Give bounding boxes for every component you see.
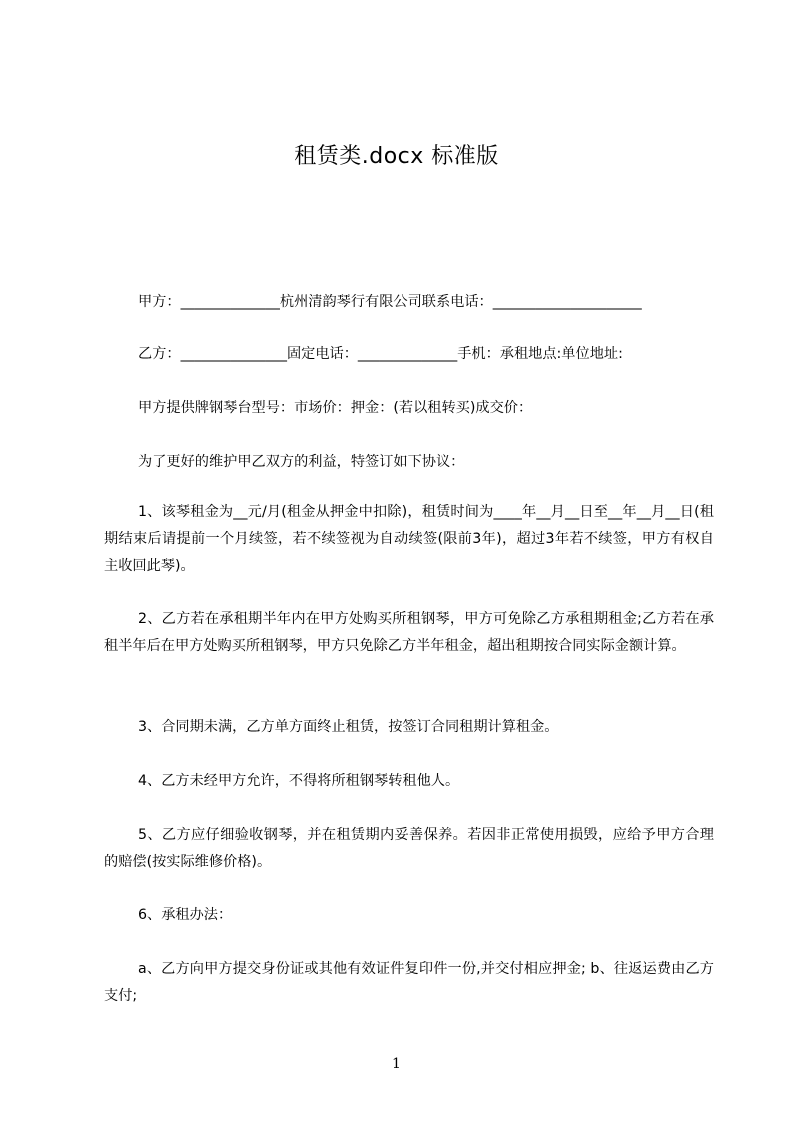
clause-6-detail: a、乙方向甲方提交身份证或其他有效证件复印件一份,并交付相应押金; b、往返运费由乙方支付; (104, 961, 714, 1004)
clause-3: 3、合同期未满，乙方单方面终止租赁，按签订合同租期计算租金。 (138, 719, 559, 735)
clause-4: 4、乙方未经甲方允许，不得将所租钢琴转租他人。 (138, 773, 460, 789)
party-b-line: 乙方：_______________固定电话：______________手机：承租地点:单位地址: (138, 346, 623, 362)
clause-1: 1、该琴租金为__元/月(租金从押金中扣除)，租赁时间为____年__月__日至__年__月__日(租期结束后请提前一个月续签，若不续签视为自动续签(限前3年)，超过3年若不续签，甲方有权自主收回此琴)。 (104, 504, 714, 574)
clause-5: 5、乙方应仔细验收钢琴，并在租赁期内妥善保养。若因非正常使用损毁，应给予甲方合理的赔偿(按实际维修价格)。 (104, 827, 714, 870)
party-a-line: 甲方：______________杭州清韵琴行有限公司联系电话：_____________________ (138, 294, 642, 310)
piano-info-line: 甲方提供牌钢琴台型号：市场价：押金：(若以租转买)成交价： (138, 400, 533, 416)
clause-6: 6、承租办法： (138, 907, 233, 923)
page-number: 1 (392, 1056, 401, 1072)
intro-line: 为了更好的维护甲乙双方的利益，特签订如下协议： (138, 454, 465, 470)
clause-2: 2、乙方若在承租期半年内在甲方处购买所租钢琴，甲方可免除乙方承租期租金;乙方若在承租半年后在甲方处购买所租钢琴，甲方只免除乙方半年租金，超出租期按合同实际金额计算。 (104, 611, 714, 654)
document-title: 租赁类.docx 标准版 (294, 144, 499, 169)
